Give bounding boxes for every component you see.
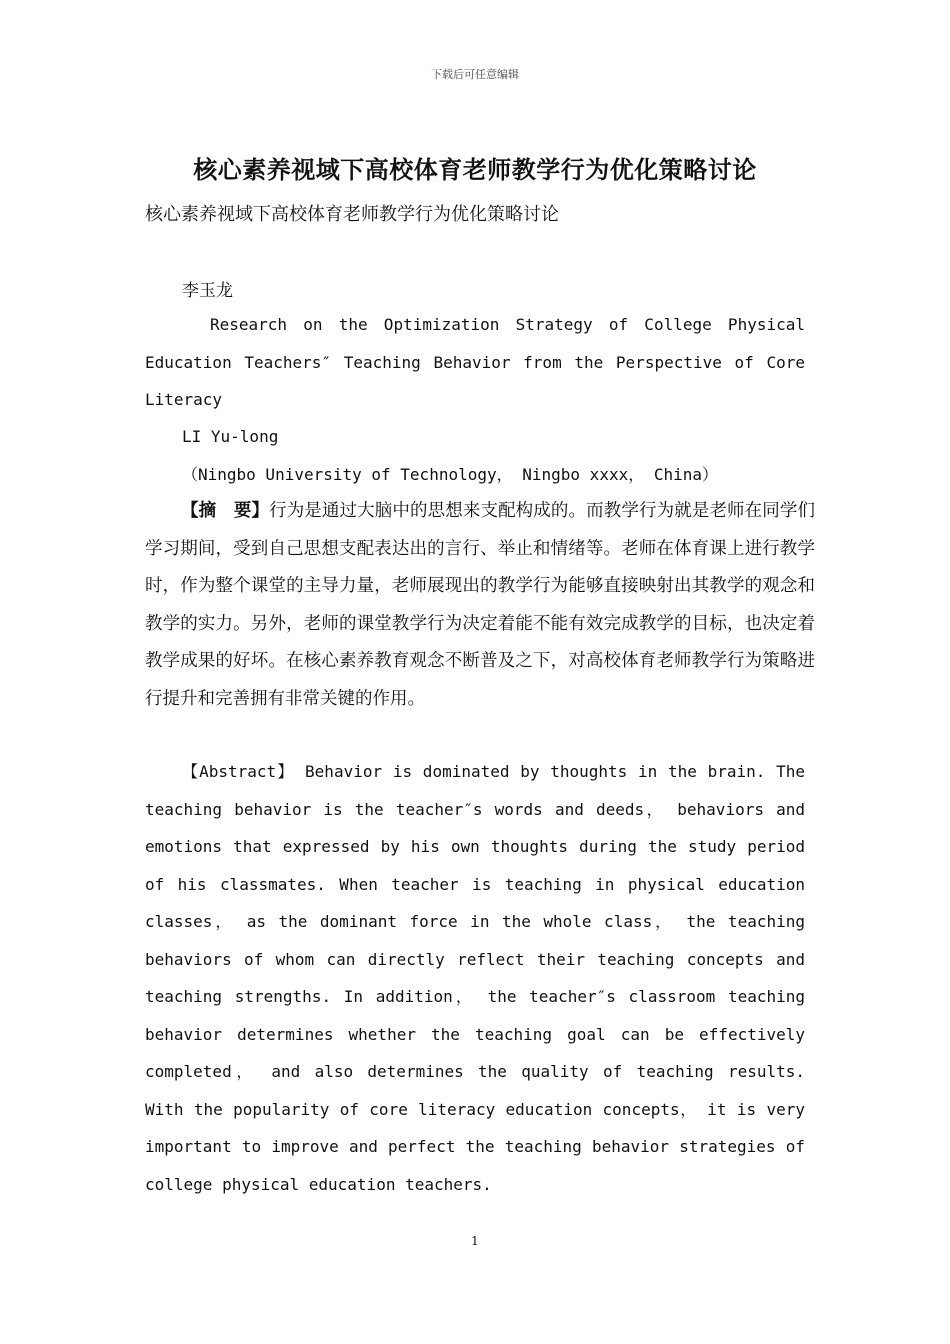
abstract-english-label: 【Abstract】 (182, 762, 295, 781)
abstract-english-text: Behavior is dominated by thoughts in the brain. The teaching behavior is the teacher″s words and deeds， behaviors and emotions that expressed by his own thoughts during the study period of his classmates. When teacher is teaching in physical education classes， as the dominant force in the whole class， the teaching behaviors of whom can directly reflect their teaching concepts and teaching strengths. In addition， the teacher″s classroom teaching behavior determines whether the teaching goal can be effectively completed， and also determines the quality of teaching results. With the popularity of core literacy education concepts， it is very important to improve and perfect the teaching behavior strategies of college physical education teachers. (145, 762, 806, 1194)
author-chinese: 李玉龙 (182, 281, 233, 301)
abstract-english (145, 753, 805, 1203)
paper-title: 核心素养视域下高校体育老师教学行为优化策略讨论 (193, 155, 757, 184)
paper-subtitle: 核心素养视域下高校体育老师教学行为优化策略讨论 (145, 204, 559, 225)
english-title: Research on the Optimization Strategy of College Physical Education Teachers″ Teaching Behavior from the Perspective of Core Literacy (145, 315, 805, 409)
abstract-chinese (145, 493, 815, 718)
abstract-chinese-label: 【摘 要】 (181, 501, 270, 521)
abstract-chinese-text: 行为是通过大脑中的思想来支配构成的。而教学行为就是老师在同学们学习期间，受到自己思想支配表达出的言行、举止和情绪等。老师在体育课上进行教学时，作为整个课堂的主导力量，老师展现出的教学行为能够直接映射出其教学的观念和教学的实力。另外，老师的课堂教学行为决定着能不能有效完成教学的目标，也决定着教学成果的好坏。在核心素养教育观念不断普及之下，对高校体育老师教学行为策略进行提升和完善拥有非常关键的作用。 (145, 501, 816, 709)
affiliation: （Ningbo University of Technology， Ningbo xxxx， China） (182, 465, 719, 484)
page-number: 1 (471, 1234, 479, 1248)
author-english: LI Yu-long (182, 427, 279, 446)
header-note: 下载后可任意编辑 (431, 68, 519, 81)
